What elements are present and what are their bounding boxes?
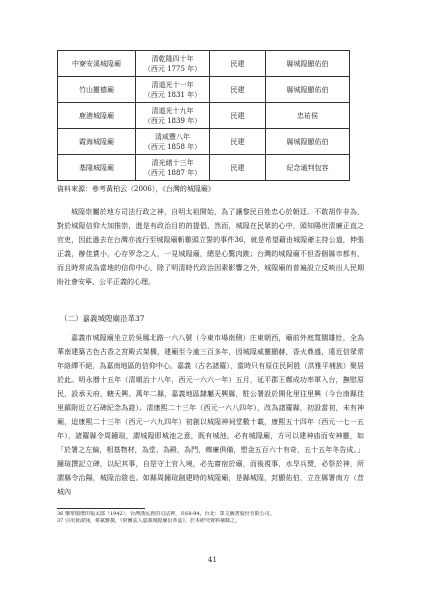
temple-name: 霞海城隍廟 (58, 129, 136, 155)
temple-table (57, 50, 350, 181)
temple-name: 基隆城隍廟 (58, 155, 136, 181)
body-paragraph: 嘉義市城隍廟坐立於吳鳳北路一六八號（今東市場南側）庄東朝西，廟前外庭寬闊雄壯，全為華南建築古色古香之宮殿式架構，建廟至今逾三百多年，因城隍威靈顯赫，香火鼎盛，遠近信眾常年絡繹不絕，為嘉南地區的信仰中心。嘉義（古名諸羅），當時只有原住民阿胜（洪雅平埔族）聚居於此。明永曆十五年（清順治十八年，西元一六六一年）五月，延平郡王鄭成功率軍入台，撫慰原民，設承天府，轄天興、萬年二縣，嘉義地區隸屬天興縣，駐公署設於開化里往里興（今台南縣佳里鎮附近立石碑紀念為證）。清康熙二十三年（西元一六八四年），改為諸羅縣，初設當初，未有神廟，迨康熙二十三年（西元一六九四年）初創以城隍神祠堂數十載，康熙五十四年（西元一七一五年），諸羅縣令周鐘瑄，謂城隍即城池之意，既有城池，必有城隍廟，方可以建神庙而安神靈，如「於署之左偏，相基物材，為堂、為殿，為門，鄉廉俱備，塑金五百六十有奇，五十五年冬告成。」鐘瑄撰記立碑，以紀其事，自是守土官入境，必先齋宿於廟，而後視事，水旱兵燹，必祭於神，所謂縣令治陽，城隍治陰也。如縣周鐘瑄創建時的城隍廟，是縣城隍，封顯佑伯，立在縣署南方（昔城內 (57, 334, 364, 496)
temple-name: 中寮安溪城隍廟 (58, 51, 136, 77)
deity-note: 忠祐侯 (266, 103, 350, 129)
dynasty-year: 清咸豐八年 (155, 132, 190, 141)
deity-note: 縣城隍顯佑伯 (266, 77, 350, 103)
page-number: 41 (208, 556, 217, 564)
founding-date (136, 129, 210, 155)
founding-date (136, 155, 210, 181)
founder-type: 民建 (210, 103, 266, 129)
table-source: 資料來源：參考黃柏云（2006），《台灣的城隍廟》 (57, 185, 215, 193)
dynasty-year: 清乾隆四十年 (151, 54, 194, 63)
temple-name: 竹山靈德廟 (58, 77, 136, 103)
body-paragraph: 城隍崇屬於地方司法行政之神，自明太祖開始，為了讓黎民百姓忠心於朝廷、不敢胡作非為，對於城隍信仰大加推崇，進是有政治目的的提倡，然而，城隍在民眾的心中，頭知陽世清廉正直之官吏，因此過去在台灣亦流行至城隍廟斬雞頭立誓的事件36，就是希望藉由城隍爺主持公道，伸張正義，辦佳賞小，心存罗念之人，一見城隍廟，總是心驚肉跳；台灣的城隍廟不但香個縣市都有，而且時常成為當地的信仰中心，除了明清時代政治因素影響之外，城隍廟的普遍設立反映出人民期盼社會安寧、公平正義的心理。 (57, 208, 364, 286)
table-row (58, 51, 350, 77)
western-year: （西元 1858 年） (143, 142, 202, 151)
founding-date (136, 103, 210, 129)
founding-date (136, 77, 210, 103)
western-year: （西元 1775 年） (143, 64, 202, 73)
dynasty-year: 清道光十九年 (151, 106, 194, 115)
founder-type: 民建 (210, 129, 266, 155)
founder-type: 民建 (210, 155, 266, 181)
footnote: 36 懷寧閣增田福太郎（1942），台灣漢民族的司法神，頁68-94，台北：眾文圖書股份有限公司。 (57, 511, 275, 517)
footnote-divider (57, 508, 145, 509)
deity-note: 紀念通判包容 (266, 155, 350, 181)
western-year: （西元 1839 年） (143, 116, 202, 125)
dynasty-year: 清道光十一年 (151, 80, 194, 89)
section-heading: （二）嘉義城隍廟沿革37 (60, 314, 145, 323)
table-row (58, 155, 350, 181)
founder-type: 民建 (210, 77, 266, 103)
founder-type: 民建 (210, 51, 266, 77)
table-row (58, 103, 350, 129)
temple-name: 鹿港城隍廟 (58, 103, 136, 129)
table-row (58, 129, 350, 155)
table-row (58, 77, 350, 103)
footnote: 37 引用黃淑翎，蔡斌雅撰，《財團法人嘉義城隍廟沿革誌》，於本研究資料補錄之。 (57, 518, 240, 524)
deity-note: 縣城隍顯佑伯 (266, 129, 350, 155)
dynasty-year: 清光緒十三年 (151, 158, 194, 167)
deity-note: 縣城隍顯佑伯 (266, 51, 350, 77)
founding-date (136, 51, 210, 77)
western-year: （西元 1831 年） (143, 90, 202, 99)
western-year: （西元 1887 年） (143, 168, 202, 177)
